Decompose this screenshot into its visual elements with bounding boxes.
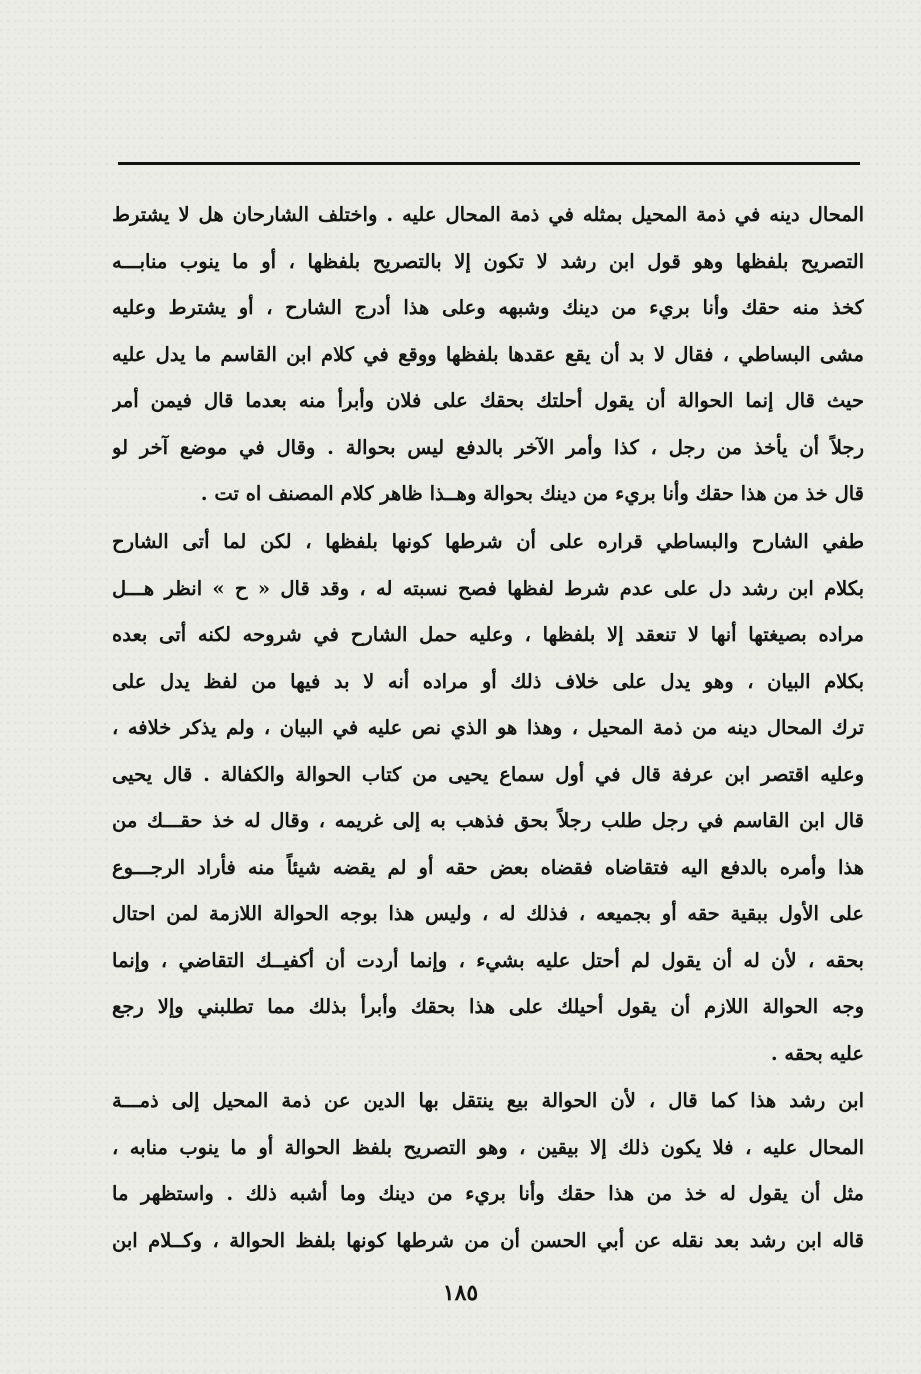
text-line: كخذ منه حقك وأنا بريء من دينك وشبهه وعلى هذا أدرج الشارح ، أو يشترط وعليه: [112, 296, 864, 319]
text-line: رجلاً أن يأخذ من رجل ، كذا وأمر الآخر بالدفع ليس بحوالة . وقال في موضع آخر لو: [112, 435, 864, 459]
text-line: بحقه ، لأن له أن يقول لم أحتل عليه بشيء ، وإنما أردت أن أكفيــك التقاضي ، وإنما: [112, 948, 864, 972]
paragraph-2: [112, 519, 864, 1077]
paragraph-1: [112, 192, 864, 518]
text-line: قال خذ من هذا حقك وأنا بريء من دينك بحوالة وهــذا ظاهر كلام المصنف اه تت .: [200, 482, 864, 505]
text-line: بكلام البيان ، وهو يدل على خلاف ذلك أو مراده أنه لا بد فيها من لفظ يدل على: [112, 669, 864, 693]
text-line: ترك المحال دينه من ذمة المحيل ، وهذا هو الذي نص عليه في البيان ، ولم يذكر خلافه ،: [112, 716, 864, 739]
text-line: على الأول ببقية حقه أو بجميعه ، فذلك له ، وليس هذا بوجه الحوالة اللازمة لمن احتال: [112, 902, 864, 925]
text-line: وجه الحوالة اللازم أن يقول أحيلك على هذا بحقك وأبرأ بذلك مما تطلبني وإلا رجع: [112, 995, 864, 1018]
text-line: ابن رشد هذا كما قال ، لأن الحوالة بيع ينتقل بها الدين عن ذمة المحيل إلى ذمـــة: [112, 1089, 864, 1112]
text-line: بكلام ابن رشد دل على عدم شرط لفظها فصح نسبته له ، وقد قال « ح » انظر هـــل: [112, 576, 864, 600]
text-line: التصريح بلفظها وهو قول ابن رشد لا تكون إلا بالتصريح بلفظها ، أو ما ينوب منابـــه: [112, 249, 864, 273]
text-line: حيث قال إنما الحوالة أن يقول أحلتك بحقك على فلان وأبرأ منه بعدما قال فيمن أمر: [112, 389, 864, 412]
paragraph-3: [112, 1078, 864, 1264]
text-line: مشى البساطي ، فقال لا بد أن يقع عقدها بلفظها ووقع في كلام ابن القاسم ما يدل عليه: [112, 342, 864, 366]
text-line: قال ابن القاسم في رجل طلب رجلاً بحق فذهب به إلى غريمه ، وقال له خذ حقـــك من: [112, 809, 864, 832]
text-line: المحال عليه ، فلا يكون ذلك إلا بيقين ، وهو التصريح بلفظ الحوالة أو ما ينوب منابه ،: [112, 1135, 864, 1159]
text-line: مثل أن يقول له خذ من هذا حقك وأنا بريء من دينك وما أشبه ذلك . واستظهر ما: [112, 1182, 864, 1205]
text-line: طفي الشارح والبساطي قراره على أن شرطها كونها بلفظها ، لكن لما أتى الشارح: [112, 530, 864, 553]
text-line: عليه بحقه .: [770, 1041, 864, 1065]
page-number: ١٨٥: [442, 1280, 479, 1306]
text-line: مراده بصيغتها أنها لا تنعقد إلا بلفظها ، وعليه حمل الشارح في شروحه لكنه أتى بعده: [112, 623, 864, 646]
header-rule: [118, 162, 860, 165]
text-line: قاله ابن رشد بعد نقله عن أبي الحسن أن من شرطها كونها بلفظ الحوالة ، وكــلام ابن: [112, 1228, 864, 1252]
text-line: وعليه اقتصر ابن عرفة قال في أول سماع يحيى من كتاب الحوالة والكفالة . قال يحيى: [112, 762, 864, 786]
text-line: المحال دينه في ذمة المحيل بمثله في ذمة المحال عليه . واختلف الشارحان هل لا يشترط: [112, 203, 864, 226]
text-line: هذا وأمره بالدفع اليه فتقاضاه فقضاه بعض حقه أو لم يقضه شيئاً منه فأراد الرجـــوع: [112, 855, 864, 879]
